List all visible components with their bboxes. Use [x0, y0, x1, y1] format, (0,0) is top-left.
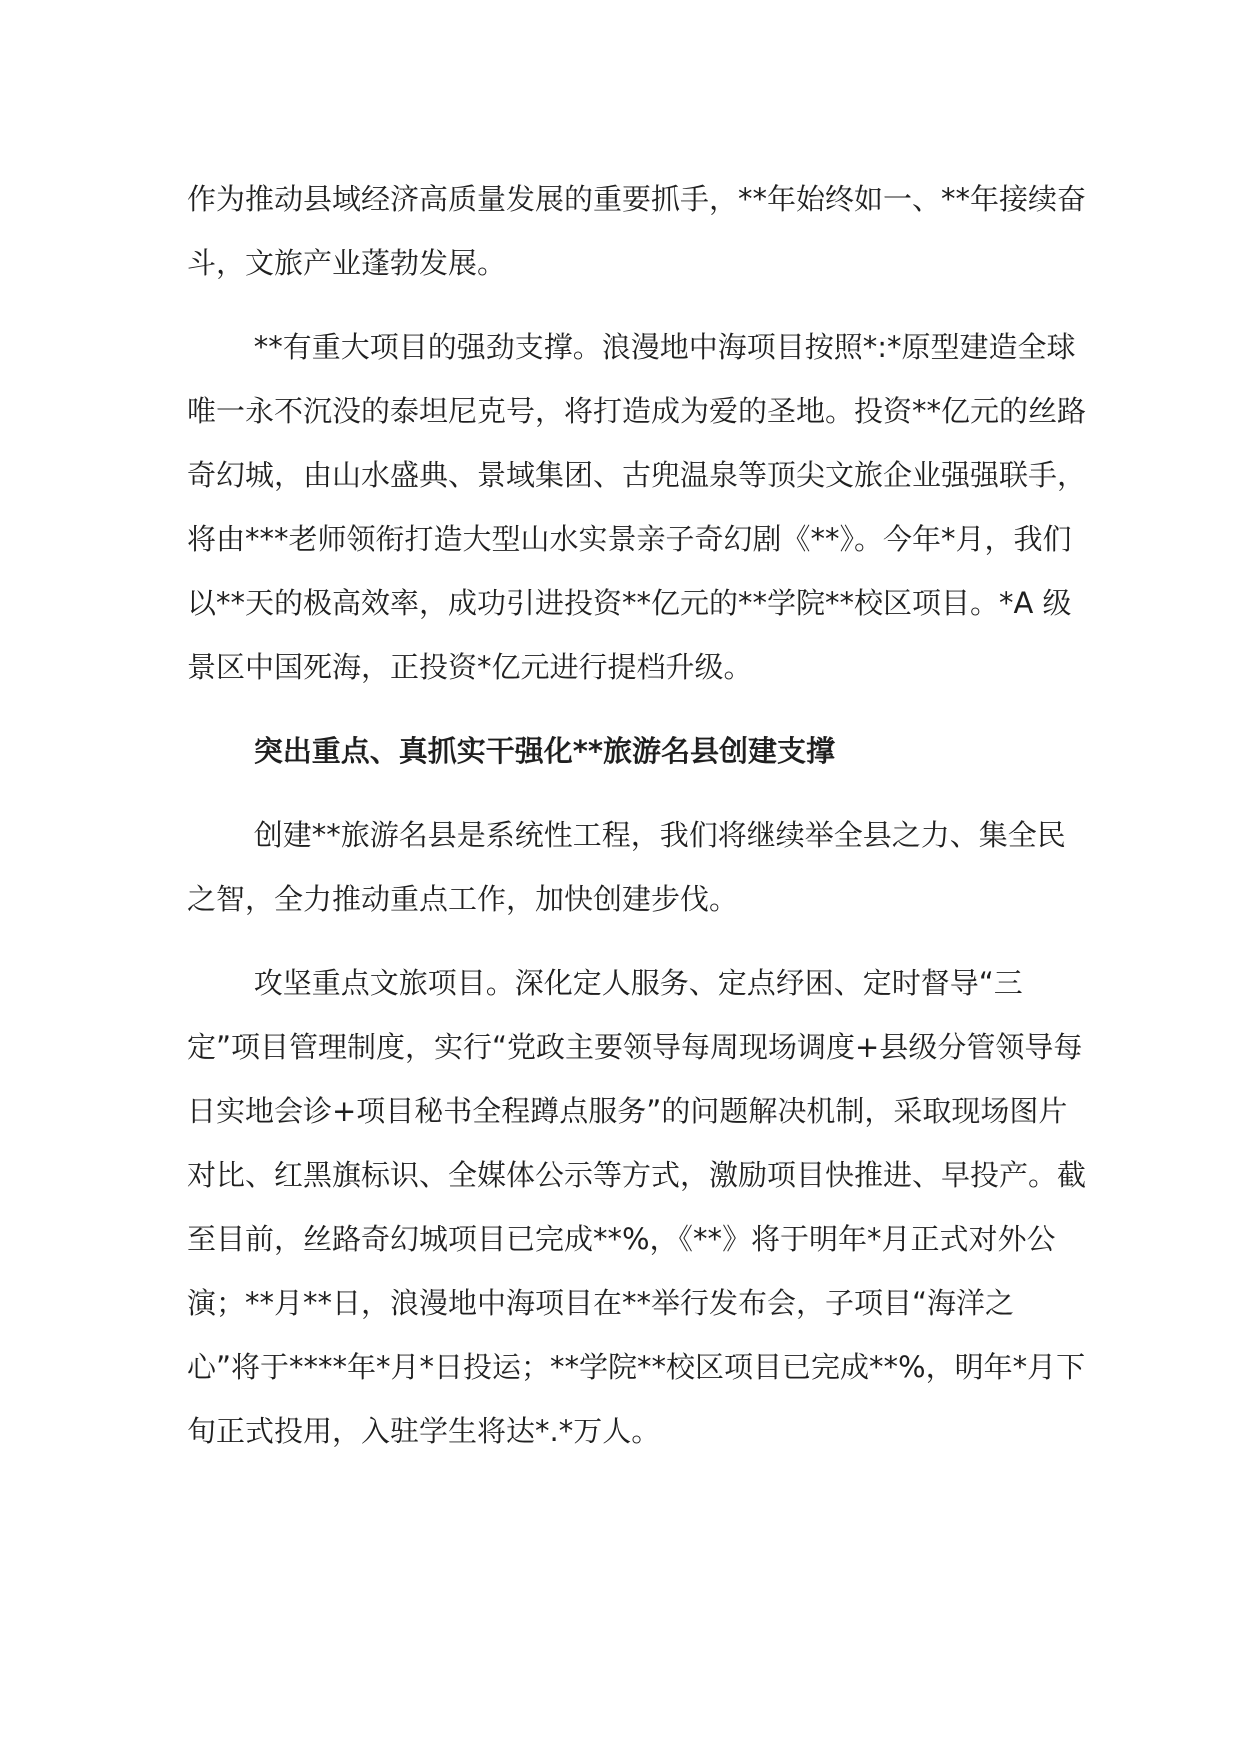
document-body — [187, 167, 1087, 1483]
section-heading: 突出重点、真抓实干强化**旅游名县创建支撑 — [253, 734, 836, 768]
paragraph-major-projects: **有重大项目的强劲支撑。浪漫地中海项目按照*:*原型建造全球唯一永不沉没的泰坦尼克号，将打造成为爱的圣地。投资**亿元的丝路奇幻城，由山水盛典、景域集团、古兜温泉等顶尖文旅企业强强联手，将由***老师领衔打造大型山水实景亲子奇幻剧《**》。今年*月，我们以**天的极高效率，成功引进投资**亿元的**学院**校区项目。*A 级景区中国死海，正投资*亿元进行提档升级。 — [187, 330, 1087, 684]
paragraph-create-county: 创建**旅游名县是系统性工程，我们将继续举全县之力、集全民之智，全力推动重点工作，加快创建步伐。 — [187, 818, 1066, 916]
paragraph-intro-continuation: 作为推动县域经济高质量发展的重要抓手，**年始终如一、**年接续奋斗，文旅产业蓬勃发展。 — [187, 182, 1087, 280]
paragraph-key-projects: 攻坚重点文旅项目。深化定人服务、定点纾困、定时督导“三定”项目管理制度，实行“党政主要领导每周现场调度+县级分管领导每日实地会诊+项目秘书全程蹲点服务”的问题解决机制，采取现场图片对比、红黑旗标识、全媒体公示等方式，激励项目快推进、早投产。截至目前，丝路奇幻城项目已完成**%，《**》将于明年*月正式对外公演；**月**日，浪漫地中海项目在**举行发布会，子项目“海洋之心”将于****年*月*日投运；**学院**校区项目已完成**%，明年*月下旬正式投用，入驻学生将达*.*万人。 — [187, 966, 1087, 1448]
